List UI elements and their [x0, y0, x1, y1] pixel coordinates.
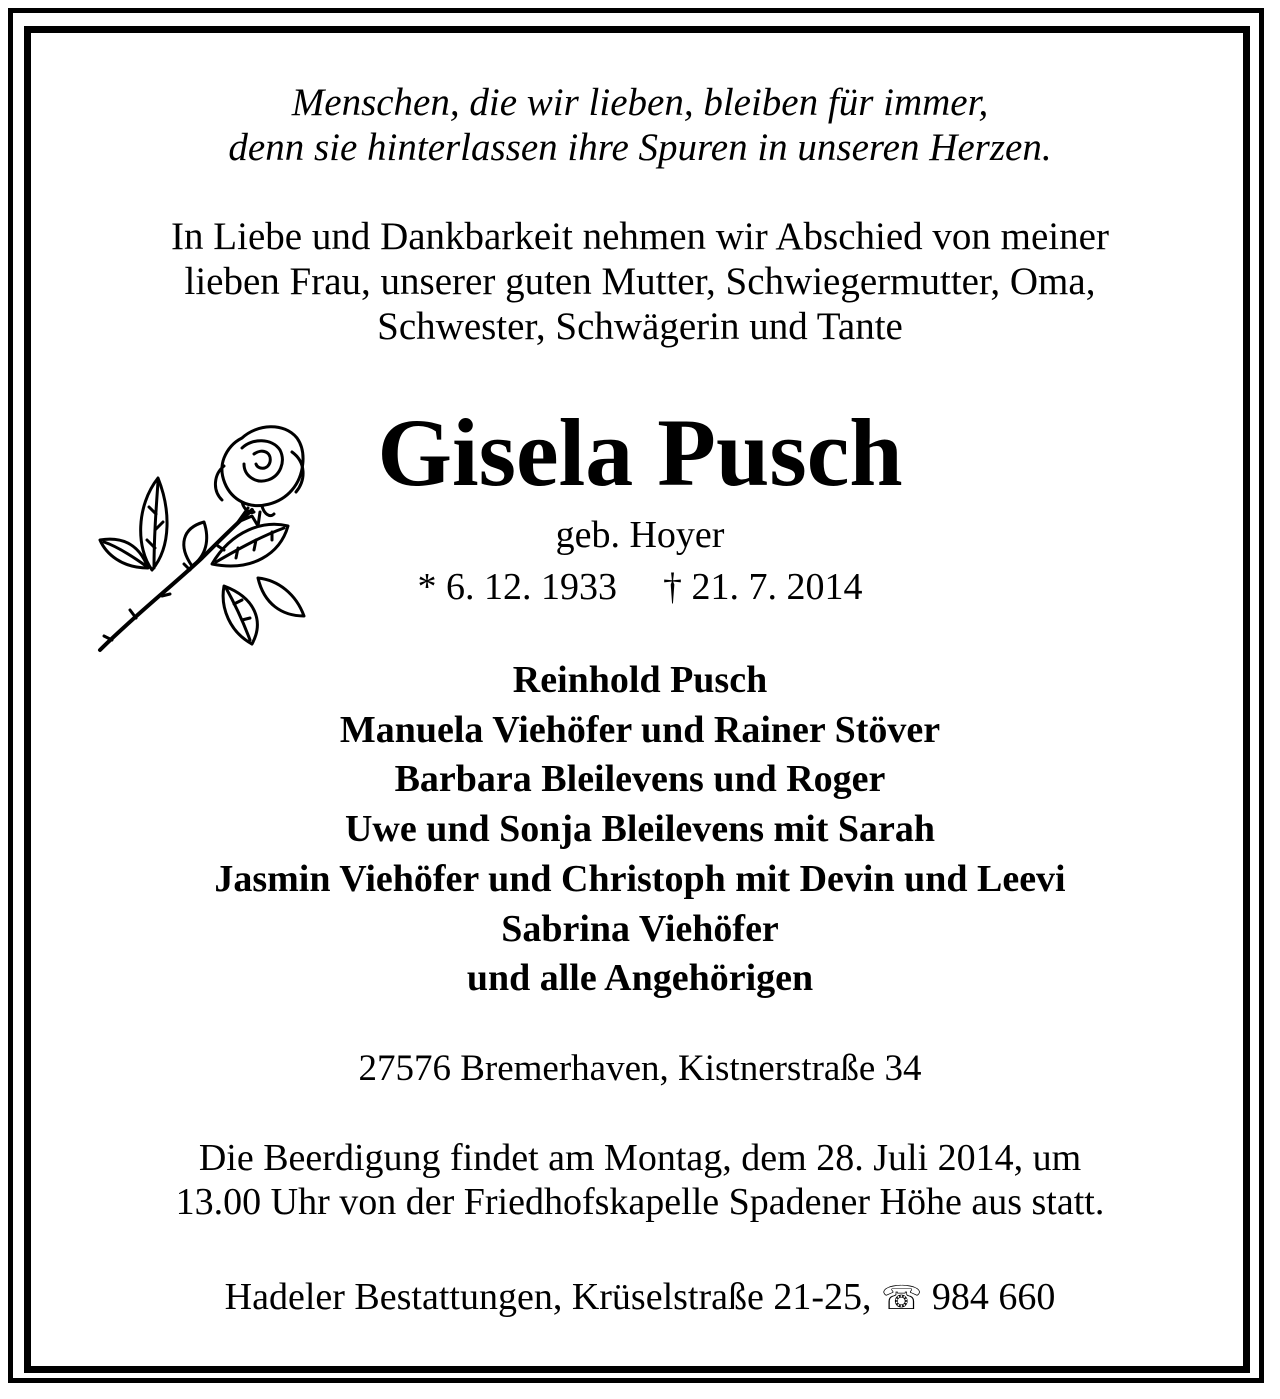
- motto-line: denn sie hinterlassen ihre Spuren in unseren Herzen.: [228, 126, 1052, 169]
- motto-line: Menschen, die wir lieben, bleiben für immer,: [291, 81, 989, 124]
- undertaker-info: [0, 1274, 1280, 1321]
- intro-line: lieben Frau, unserer guten Mutter, Schwiegermutter, Oma,: [184, 260, 1096, 303]
- phone-icon: ☏: [881, 1278, 923, 1317]
- deceased-name: Gisela Pusch: [377, 399, 903, 506]
- mourner-line: und alle Angehörigen: [466, 957, 814, 1000]
- mourners-list: [0, 656, 1280, 1004]
- death-date: † 21. 7. 2014: [663, 566, 863, 608]
- mourner-line: Jasmin Viehöfer und Christoph mit Devin und Leevi: [214, 857, 1066, 900]
- life-dates: [360, 564, 920, 610]
- rose-icon: [92, 418, 312, 662]
- intro-line: In Liebe und Dankbarkeit nehmen wir Abschied von meiner: [171, 215, 1109, 258]
- funeral-notice: [0, 1136, 1280, 1224]
- mourner-line: Manuela Viehöfer und Rainer Stöver: [339, 708, 941, 751]
- maiden-name: geb. Hoyer: [555, 514, 725, 556]
- funeral-line: Die Beerdigung findet am Montag, dem 28. Juli 2014, um: [198, 1137, 1082, 1179]
- intro-text: [0, 214, 1280, 349]
- intro-line: Schwester, Schwägerin und Tante: [377, 305, 903, 348]
- mourner-line: Sabrina Viehöfer: [501, 907, 779, 950]
- address: 27576 Bremerhaven, Kistnerstraße 34: [358, 1048, 922, 1089]
- mourner-line: Reinhold Pusch: [512, 659, 768, 701]
- phone-number: 984 660: [931, 1276, 1056, 1318]
- motto-verse: [0, 80, 1280, 170]
- mourner-line: Barbara Bleilevens und Roger: [394, 758, 886, 801]
- mourner-line: Uwe und Sonja Bleilevens mit Sarah: [344, 808, 936, 851]
- undertaker-text: Hadeler Bestattungen, Krüselstraße 21-25,: [224, 1276, 872, 1318]
- birth-date: * 6. 12. 1933: [417, 566, 617, 608]
- funeral-line: 13.00 Uhr von der Friedhofskapelle Spadener Höhe aus statt.: [175, 1181, 1105, 1223]
